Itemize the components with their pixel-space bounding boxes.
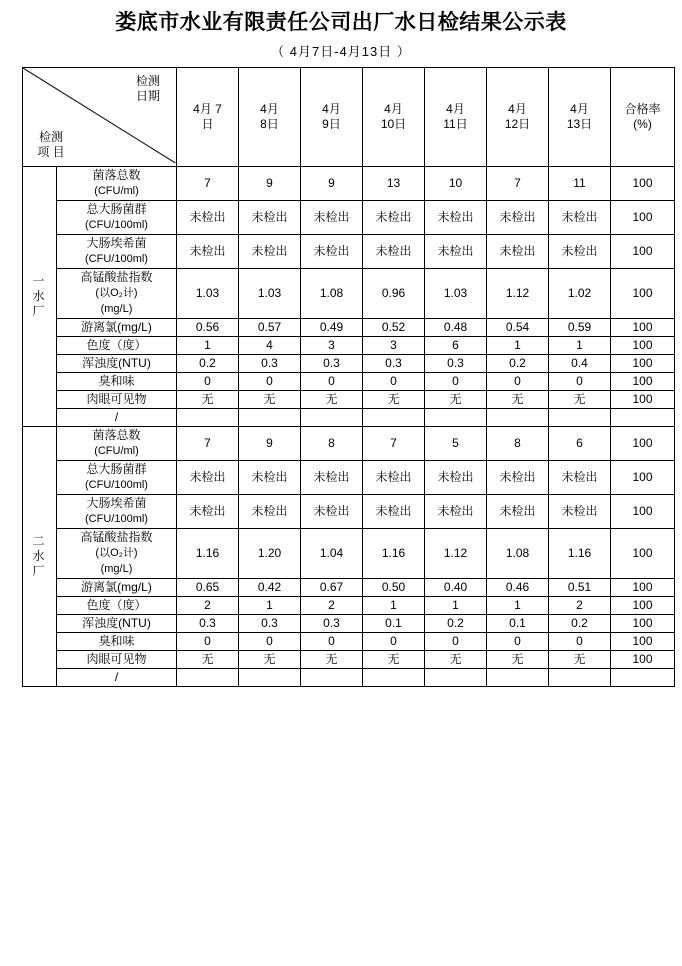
measurement-value: 11 — [549, 167, 611, 201]
measurement-value: 无 — [487, 391, 549, 409]
measurement-value: 9 — [239, 167, 301, 201]
measurement-value — [301, 669, 363, 687]
pass-rate-value: 100 — [611, 235, 675, 269]
measurement-value: 1.08 — [301, 269, 363, 319]
measurement-value: 8 — [301, 427, 363, 461]
pass-rate-value: 100 — [611, 495, 675, 529]
test-item-name: 色度（度） — [57, 597, 177, 615]
measurement-value: 1.02 — [549, 269, 611, 319]
measurement-value — [487, 669, 549, 687]
header-day-5: 4月 11日 — [425, 68, 487, 167]
measurement-value — [487, 409, 549, 427]
test-item-name: 色度（度） — [57, 337, 177, 355]
measurement-value: 0.65 — [177, 579, 239, 597]
pass-rate-value: 100 — [611, 355, 675, 373]
measurement-value: 7 — [177, 167, 239, 201]
measurement-value: 未检出 — [177, 235, 239, 269]
test-item-name: 游离氯(mg/L) — [57, 579, 177, 597]
header-day-3: 4月 9日 — [301, 68, 363, 167]
measurement-value: 0.3 — [301, 355, 363, 373]
measurement-value: 0 — [363, 373, 425, 391]
measurement-value: 1 — [487, 337, 549, 355]
measurement-value: 未检出 — [487, 235, 549, 269]
test-item-name: 高锰酸盐指数 (以O₂计) (mg/L) — [57, 529, 177, 579]
measurement-value — [177, 409, 239, 427]
measurement-value: 0 — [177, 633, 239, 651]
pass-rate-value: 100 — [611, 201, 675, 235]
measurement-value: 0.1 — [363, 615, 425, 633]
measurement-value: 0 — [177, 373, 239, 391]
measurement-value: 3 — [301, 337, 363, 355]
measurement-value: 无 — [425, 651, 487, 669]
measurement-value: 0.59 — [549, 319, 611, 337]
table-row — [23, 461, 675, 495]
measurement-value: 0.48 — [425, 319, 487, 337]
measurement-value: 6 — [425, 337, 487, 355]
test-item-name: 高锰酸盐指数 (以O₂计) (mg/L) — [57, 269, 177, 319]
measurement-value: 未检出 — [301, 235, 363, 269]
measurement-value: 未检出 — [177, 461, 239, 495]
measurement-value: 0 — [301, 633, 363, 651]
header-day-6: 4月 12日 — [487, 68, 549, 167]
table-header-row — [23, 68, 675, 167]
measurement-value: 0.52 — [363, 319, 425, 337]
measurement-value: 未检出 — [177, 201, 239, 235]
measurement-value: 7 — [177, 427, 239, 461]
header-item-label: 检测 项 目 — [37, 130, 65, 159]
measurement-value: 未检出 — [549, 495, 611, 529]
measurement-value: 1 — [177, 337, 239, 355]
measurement-value: 0 — [301, 373, 363, 391]
measurement-value: 0.2 — [425, 615, 487, 633]
pass-rate-value: 100 — [611, 269, 675, 319]
measurement-value: 0.1 — [487, 615, 549, 633]
measurement-value: 1 — [363, 597, 425, 615]
test-item-name: 大肠埃希菌 (CFU/100ml) — [57, 235, 177, 269]
table-row — [23, 167, 675, 201]
measurement-value: 未检出 — [301, 461, 363, 495]
pass-rate-value: 100 — [611, 633, 675, 651]
measurement-value: 无 — [549, 651, 611, 669]
table-row — [23, 597, 675, 615]
measurement-value: 0 — [425, 373, 487, 391]
pass-rate-value: 100 — [611, 651, 675, 669]
measurement-value: 1.03 — [425, 269, 487, 319]
table-row — [23, 391, 675, 409]
pass-rate-value: 100 — [611, 391, 675, 409]
measurement-value: 2 — [301, 597, 363, 615]
measurement-value: 0.51 — [549, 579, 611, 597]
measurement-value: 0.3 — [239, 355, 301, 373]
test-item-name: / — [57, 409, 177, 427]
test-item-name: / — [57, 669, 177, 687]
measurement-value: 0.3 — [301, 615, 363, 633]
pass-rate-value — [611, 409, 675, 427]
test-item-name: 总大肠菌群 (CFU/100ml) — [57, 201, 177, 235]
measurement-value: 0.50 — [363, 579, 425, 597]
table-row — [23, 235, 675, 269]
pass-rate-value: 100 — [611, 319, 675, 337]
measurement-value: 未检出 — [239, 495, 301, 529]
plant-name-1: 一 水 厂 — [23, 167, 57, 427]
measurement-value: 2 — [549, 597, 611, 615]
measurement-value: 1.12 — [425, 529, 487, 579]
measurement-value: 9 — [301, 167, 363, 201]
table-row — [23, 337, 675, 355]
measurement-value: 0.46 — [487, 579, 549, 597]
measurement-value — [301, 409, 363, 427]
measurement-value: 5 — [425, 427, 487, 461]
header-corner-cell — [23, 68, 177, 167]
measurement-value: 1.20 — [239, 529, 301, 579]
measurement-value: 未检出 — [549, 461, 611, 495]
measurement-value: 1 — [425, 597, 487, 615]
measurement-value: 未检出 — [425, 461, 487, 495]
measurement-value: 1.16 — [177, 529, 239, 579]
table-row — [23, 201, 675, 235]
table-row — [23, 633, 675, 651]
pass-rate-value: 100 — [611, 615, 675, 633]
measurement-value: 1.16 — [549, 529, 611, 579]
measurement-value: 1.04 — [301, 529, 363, 579]
measurement-value: 无 — [177, 651, 239, 669]
measurement-value: 无 — [301, 651, 363, 669]
table-row — [23, 651, 675, 669]
measurement-value: 无 — [363, 651, 425, 669]
test-item-name: 游离氯(mg/L) — [57, 319, 177, 337]
measurement-value: 0 — [363, 633, 425, 651]
test-item-name: 菌落总数 (CFU/ml) — [57, 167, 177, 201]
test-item-name: 浑浊度(NTU) — [57, 615, 177, 633]
measurement-value: 1.03 — [177, 269, 239, 319]
test-item-name: 臭和味 — [57, 633, 177, 651]
measurement-value: 无 — [177, 391, 239, 409]
table-row — [23, 409, 675, 427]
test-item-name: 大肠埃希菌 (CFU/100ml) — [57, 495, 177, 529]
header-date-label: 检测 日期 — [135, 74, 160, 103]
pass-rate-value: 100 — [611, 373, 675, 391]
measurement-value: 未检出 — [487, 461, 549, 495]
measurement-value: 0 — [487, 633, 549, 651]
measurement-value: 未检出 — [239, 235, 301, 269]
measurement-value: 0.2 — [549, 615, 611, 633]
measurement-value: 0.3 — [425, 355, 487, 373]
table-row — [23, 319, 675, 337]
measurement-value — [425, 669, 487, 687]
pass-rate-value: 100 — [611, 337, 675, 355]
header-pass-rate: 合格率 (%) — [611, 68, 675, 167]
measurement-value: 未检出 — [425, 495, 487, 529]
measurement-value: 0 — [487, 373, 549, 391]
measurement-value — [177, 669, 239, 687]
header-day-4: 4月 10日 — [363, 68, 425, 167]
measurement-value: 6 — [549, 427, 611, 461]
test-item-name: 臭和味 — [57, 373, 177, 391]
measurement-value: 0.96 — [363, 269, 425, 319]
measurement-value: 7 — [363, 427, 425, 461]
measurement-value: 0 — [425, 633, 487, 651]
test-item-name: 肉眼可见物 — [57, 391, 177, 409]
test-item-name: 总大肠菌群 (CFU/100ml) — [57, 461, 177, 495]
measurement-value — [239, 409, 301, 427]
header-day-1: 4月 7 日 — [177, 68, 239, 167]
measurement-value: 7 — [487, 167, 549, 201]
measurement-value: 未检出 — [425, 235, 487, 269]
pass-rate-value: 100 — [611, 167, 675, 201]
measurement-value: 0 — [549, 373, 611, 391]
measurement-value: 0 — [239, 633, 301, 651]
table-row — [23, 355, 675, 373]
measurement-value: 0.40 — [425, 579, 487, 597]
test-item-name: 肉眼可见物 — [57, 651, 177, 669]
measurement-value: 0.42 — [239, 579, 301, 597]
table-row — [23, 427, 675, 461]
measurement-value: 13 — [363, 167, 425, 201]
header-day-2: 4月 8日 — [239, 68, 301, 167]
header-day-7: 4月 13日 — [549, 68, 611, 167]
measurement-value: 1.03 — [239, 269, 301, 319]
date-range-subtitle: （ 4月7日-4月13日 ） — [271, 44, 411, 59]
measurement-value: 0.49 — [301, 319, 363, 337]
pass-rate-value — [611, 669, 675, 687]
measurement-value: 未检出 — [363, 235, 425, 269]
measurement-value: 1 — [239, 597, 301, 615]
measurement-value: 未检出 — [549, 201, 611, 235]
measurement-value: 0.2 — [177, 355, 239, 373]
table-row — [23, 615, 675, 633]
measurement-value — [363, 669, 425, 687]
measurement-value: 未检出 — [301, 495, 363, 529]
document-page — [0, 10, 682, 966]
measurement-value — [425, 409, 487, 427]
table-row — [23, 269, 675, 319]
measurement-value: 0.3 — [177, 615, 239, 633]
measurement-value: 未检出 — [425, 201, 487, 235]
measurement-value: 9 — [239, 427, 301, 461]
measurement-value — [549, 409, 611, 427]
pass-rate-value: 100 — [611, 529, 675, 579]
table-body — [23, 68, 675, 687]
pass-rate-value: 100 — [611, 427, 675, 461]
page-title: 娄底市水业有限责任公司出厂水日检结果公示表 — [115, 11, 567, 34]
measurement-value: 未检出 — [549, 235, 611, 269]
test-item-name: 菌落总数 (CFU/ml) — [57, 427, 177, 461]
measurement-value: 1 — [549, 337, 611, 355]
measurement-value: 未检出 — [487, 201, 549, 235]
measurement-value: 0.57 — [239, 319, 301, 337]
measurement-value: 0.67 — [301, 579, 363, 597]
measurement-value: 未检出 — [363, 201, 425, 235]
plant-name-2: 二 水 厂 — [23, 427, 57, 687]
measurement-value: 未检出 — [363, 495, 425, 529]
water-quality-table — [22, 67, 675, 687]
measurement-value: 未检出 — [363, 461, 425, 495]
measurement-value: 无 — [363, 391, 425, 409]
measurement-value: 未检出 — [239, 201, 301, 235]
measurement-value — [363, 409, 425, 427]
measurement-value: 无 — [239, 391, 301, 409]
measurement-value — [239, 669, 301, 687]
measurement-value: 无 — [425, 391, 487, 409]
measurement-value: 10 — [425, 167, 487, 201]
measurement-value: 未检出 — [487, 495, 549, 529]
pass-rate-value: 100 — [611, 597, 675, 615]
measurement-value: 0.3 — [363, 355, 425, 373]
table-row — [23, 669, 675, 687]
measurement-value: 1.12 — [487, 269, 549, 319]
measurement-value: 8 — [487, 427, 549, 461]
measurement-value: 3 — [363, 337, 425, 355]
measurement-value — [549, 669, 611, 687]
measurement-value: 4 — [239, 337, 301, 355]
measurement-value: 0.3 — [239, 615, 301, 633]
measurement-value: 0.56 — [177, 319, 239, 337]
measurement-value: 无 — [487, 651, 549, 669]
measurement-value: 无 — [239, 651, 301, 669]
test-item-name: 浑浊度(NTU) — [57, 355, 177, 373]
measurement-value: 0.4 — [549, 355, 611, 373]
measurement-value: 1.16 — [363, 529, 425, 579]
pass-rate-value: 100 — [611, 461, 675, 495]
measurement-value: 0.2 — [487, 355, 549, 373]
measurement-value: 0 — [549, 633, 611, 651]
pass-rate-value: 100 — [611, 579, 675, 597]
table-row — [23, 579, 675, 597]
measurement-value: 无 — [549, 391, 611, 409]
table-row — [23, 495, 675, 529]
measurement-value: 未检出 — [177, 495, 239, 529]
measurement-value: 0.54 — [487, 319, 549, 337]
measurement-value: 无 — [301, 391, 363, 409]
measurement-value: 未检出 — [301, 201, 363, 235]
table-row — [23, 529, 675, 579]
measurement-value: 未检出 — [239, 461, 301, 495]
measurement-value: 2 — [177, 597, 239, 615]
measurement-value: 0 — [239, 373, 301, 391]
table-row — [23, 373, 675, 391]
measurement-value: 1.08 — [487, 529, 549, 579]
measurement-value: 1 — [487, 597, 549, 615]
